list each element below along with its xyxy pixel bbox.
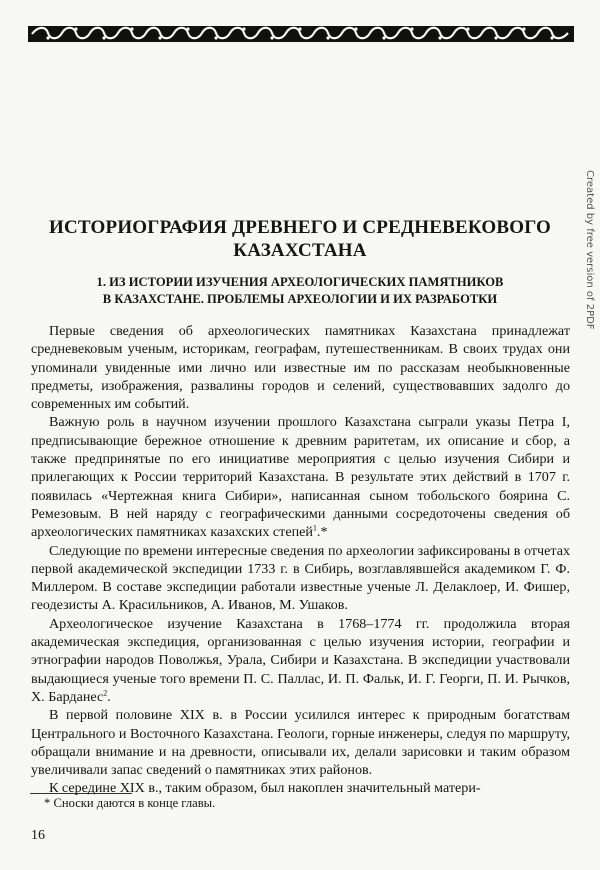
footnote-divider <box>30 793 132 794</box>
paragraph <box>31 615 570 706</box>
watermark <box>582 170 596 330</box>
footnote: * Сноски даются в конце главы. <box>44 796 216 810</box>
paragraph-text: Важную роль в научном изучении прошлого Казахстана сыграли указы Петра I, предписывающие бережное отношение к древним раритетам, их описание и сбор, а также предпринятые по его инициативе мероприятия с целью изучения Сибири и прилегающих к России территорий Казахстана. В результате этих действий в 1707 г. появилась «Чертежная книга Сибири», написанная сыном тобольского боярина С. Ремезовым. В ней наряду с географическими данными сосредоточены сведения об археологических памятниках казахских степей <box>31 414 570 541</box>
paragraph: Следующие по времени интересные сведения по археологии зафиксированы в отчетах первой академической экспедиции 1733 г. в Сибирь, возглавлявшейся академиком Г. Ф. Миллером. В составе экспедиции работали известные ученые Л. Делаклоер, И. Фишер, геодезисты А. Красильников, А. Иванов, М. Ушаков. <box>31 542 570 614</box>
chapter-title-line: ИСТОРИОГРАФИЯ ДРЕВНЕГО И СРЕДНЕВЕКОВОГО <box>49 217 551 238</box>
page-number: 16 <box>31 828 45 843</box>
body-text <box>31 322 570 798</box>
footnote-star: .* <box>316 524 328 541</box>
section-title-line: 1. ИЗ ИСТОРИИ ИЗУЧЕНИЯ АРХЕОЛОГИЧЕСКИХ ПАМЯТНИКОВ <box>96 275 504 289</box>
decorative-ornament-border <box>28 24 574 46</box>
paragraph: В первой половине XIX в. в России усилился интерес к природным богатствам Центрального и Восточного Казахстана. Геологи, горные инженеры, следуя по маршруту, обращали внимание и на древности, описывали их, делали зарисовки и таким образом увеличивали запас сведений о памятниках этих районов. <box>31 707 570 779</box>
section-title <box>40 274 560 308</box>
paragraph: К середине XIX в., таким образом, был накоплен значительный матери- <box>49 780 481 797</box>
chapter-title-line: КАЗАХСТАНА <box>233 240 367 261</box>
watermark-text: Created by free version of 2PDF <box>584 170 595 330</box>
paragraph <box>31 413 570 541</box>
paragraph-text: Археологическое изучение Казахстана в 1768–1774 гг. продолжила вторая академическая экспедиция, организованная с целью изучения истории, географии и этнографии народов Поволжья, Урала, Сибири и Казахстана. В экспедиции участвовали выдающиеся ученые того времени П. С. Паллас, И. П. Фальк, И. Г. Георги, П. И. Рычков, Х. Барданес <box>31 615 570 705</box>
footnote-ref: 2 <box>103 688 108 698</box>
section-title-line: В КАЗАХСТАНЕ. ПРОБЛЕМЫ АРХЕОЛОГИИ И ИХ РАЗРАБОТКИ <box>102 292 498 306</box>
paragraph: Первые сведения об археологических памятниках Казахстана принадлежат средневековым ученым, историкам, географам, путешественникам. В своих трудах они упоминали увиденные ими лично или известные им по рассказам необыкновенные предметы, изображения, развалины городов и селений, существовавших задолго до современных им событий. <box>31 323 570 413</box>
chapter-title <box>40 216 560 262</box>
footnote-ref: 1 <box>312 523 317 533</box>
paragraph-end: . <box>107 688 111 705</box>
